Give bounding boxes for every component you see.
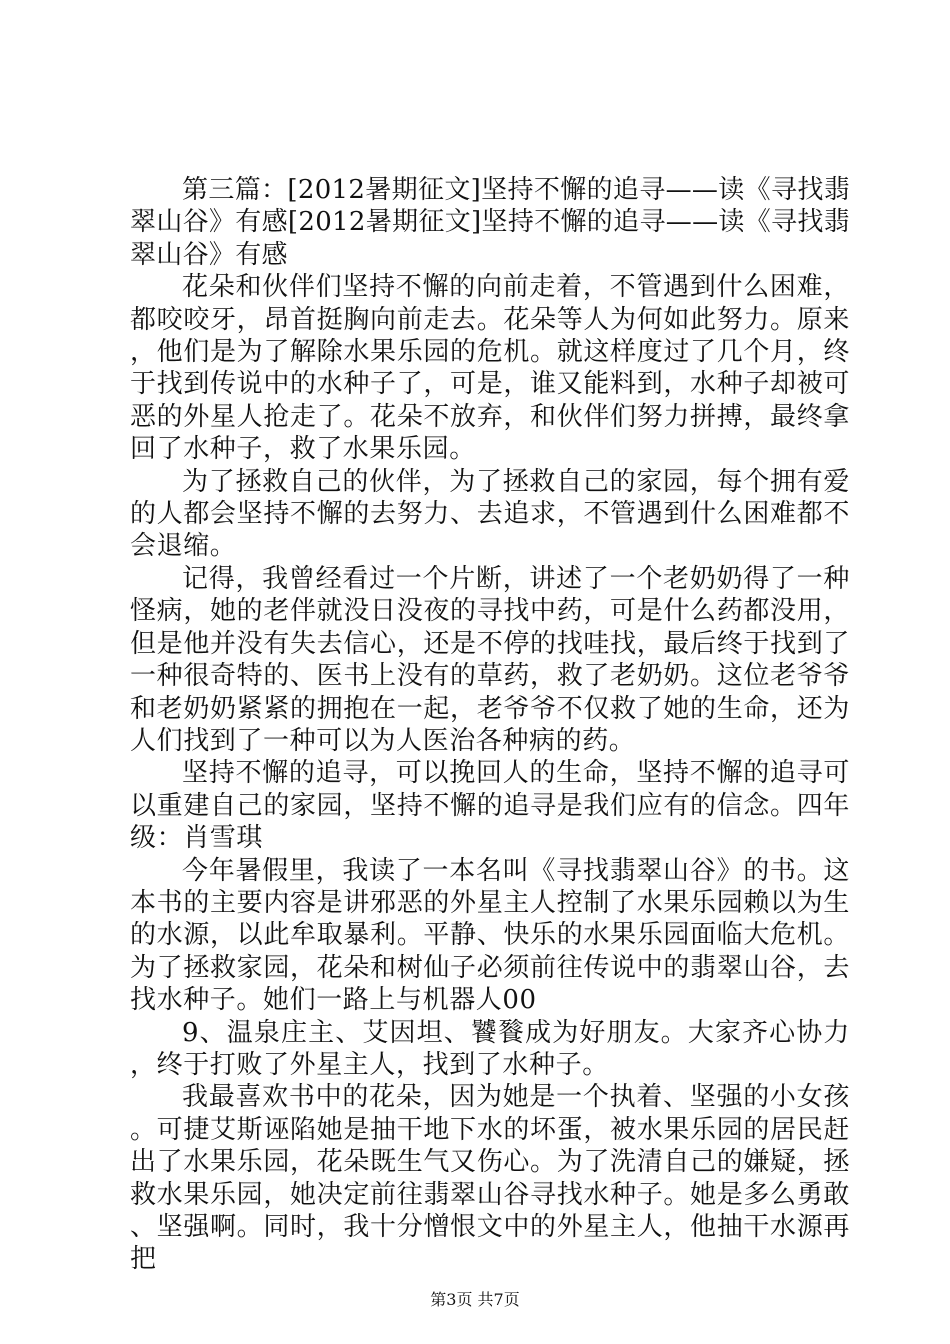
body-paragraph: 我最喜欢书中的花朵，因为她是一个执着、坚强的小女孩。可捷艾斯诬陷她是抽干地下水的坏蛋，被水果乐园的居民赶出了水果乐园，花朵既生气又伤心。为了洗清自己的嫌疑，拯救水果乐园，她决定前往翡翠山谷寻找水种子。她是多么勇敢、坚强啊。同时，我十分憎恨文中的外星主人，他抽干水源再把: [130, 1082, 850, 1275]
section-title-paragraph: 第三篇：[2012暑期征文]坚持不懈的追寻——读《寻找翡翠山谷》有感[2012暑期征文]坚持不懈的追寻——读《寻找翡翠山谷》有感: [130, 175, 850, 270]
page-number-footer: 第3页 共7页: [430, 1290, 520, 1309]
document-body: [130, 174, 850, 1276]
body-paragraph: 为了拯救自己的伙伴，为了拯救自己的家园，每个拥有爱的人都会坚持不懈的去努力、去追求，不管遇到什么困难都不会退缩。: [130, 466, 850, 562]
body-paragraph: 花朵和伙伴们坚持不懈的向前走着，不管遇到什么困难，都咬咬牙，昂首挺胸向前走去。花朵等人为何如此努力。原来，他们是为了解除水果乐园的危机。就这样度过了几个月，终于找到传说中的水种子了，可是，谁又能料到，水种子却被可恶的外星人抢走了。花朵不放弃，和伙伴们努力拼搏，最终拿回了水种子，救了水果乐园。: [130, 272, 850, 465]
body-paragraph: 今年暑假里，我读了一本名叫《寻找翡翠山谷》的书。这本书的主要内容是讲邪恶的外星主人控制了水果乐园赖以为生的水源，以此牟取暴利。平静、快乐的水果乐园面临大危机。为了拯救家园，花朵和树仙子必须前往传说中的翡翠山谷，去找水种子。她们一路上与机器人00: [130, 855, 850, 1016]
body-paragraph: 记得，我曾经看过一个片断，讲述了一个老奶奶得了一种怪病，她的老伴就没日没夜的寻找中药，可是什么药都没用，但是他并没有失去信心，还是不停的找哇找，最后终于找到了一种很奇特的、医书上没有的草药，救了老奶奶。这位老爷爷和老奶奶紧紧的拥抱在一起，老爷爷不仅救了她的生命，还为人们找到了一种可以为人医治各种病的药。: [130, 563, 850, 756]
body-paragraph: 坚持不懈的追寻，可以挽回人的生命，坚持不懈的追寻可以重建自己的家园，坚持不懈的追寻是我们应有的信念。四年级：肖雪琪: [130, 758, 850, 854]
body-paragraph: 9、温泉庄主、艾因坦、饕餮成为好朋友。大家齐心协力，终于打败了外星主人，找到了水种子。: [130, 1017, 850, 1080]
